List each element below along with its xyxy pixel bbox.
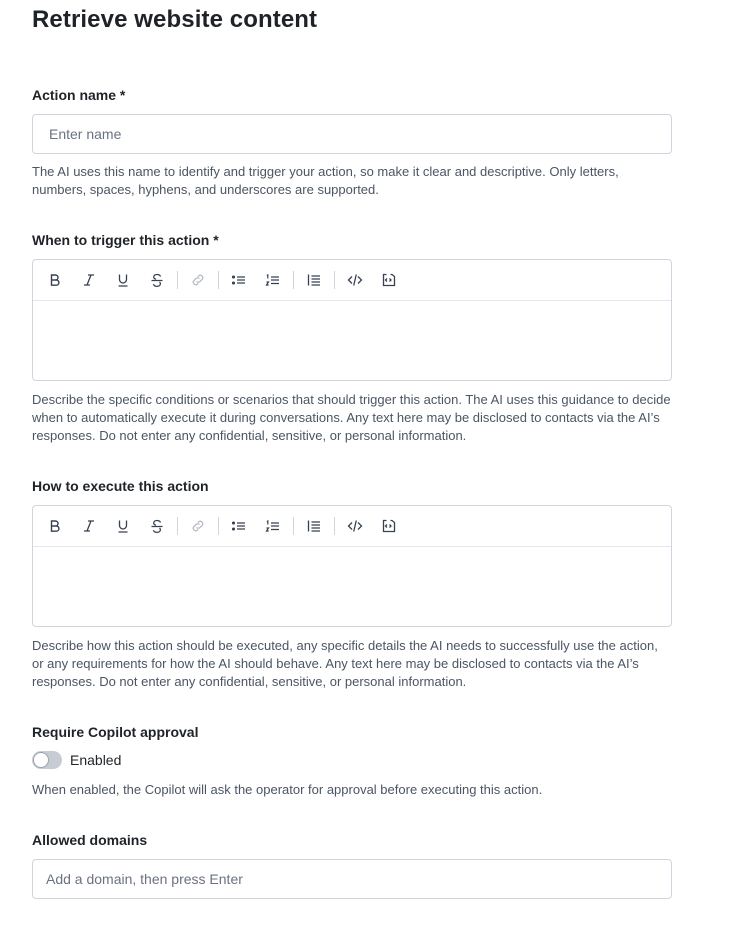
action-name-label: Action name * (32, 87, 126, 103)
link-icon[interactable] (186, 268, 210, 292)
approval-toggle-row (32, 751, 121, 769)
toolbar-divider (334, 271, 335, 289)
domains-label: Allowed domains (32, 832, 148, 848)
approval-label: Require Copilot approval (32, 724, 199, 740)
approval-help: When enabled, the Copilot will ask the operator for approval before executing this action. (32, 782, 543, 797)
bold-icon[interactable] (43, 514, 67, 538)
approval-toggle-label: Enabled (70, 752, 122, 768)
toolbar-divider (177, 517, 178, 535)
toolbar-divider (177, 271, 178, 289)
page-title: Retrieve website content (32, 6, 318, 33)
action-name-input[interactable] (32, 114, 672, 154)
blockquote-icon[interactable] (302, 514, 326, 538)
blockquote-icon[interactable] (302, 268, 326, 292)
toolbar-divider (218, 271, 219, 289)
italic-icon[interactable] (77, 514, 101, 538)
trigger-editor (32, 259, 672, 381)
toolbar-divider (293, 271, 294, 289)
underline-icon[interactable] (111, 514, 135, 538)
code-block-icon[interactable] (377, 268, 401, 292)
numbered-list-icon[interactable] (261, 514, 285, 538)
underline-icon[interactable] (111, 268, 135, 292)
strikethrough-icon[interactable] (145, 514, 169, 538)
toolbar-divider (218, 517, 219, 535)
execute-help: Describe how this action should be executed, any specific details the AI needs to successfully use the action, or any requirements for how the AI should behave. Any text here may be disclosed to contacts via the AI’s responses. Do not enter any confidential, sensitive, or personal information. (32, 638, 658, 689)
trigger-editor-body[interactable] (33, 301, 671, 381)
link-icon[interactable] (186, 514, 210, 538)
trigger-help: Describe the specific conditions or scenarios that should trigger this action. The AI uses this guidance to decide when to automatically execute it during conversations. Any text here may be disclosed to contacts via the AI’s responses. Do not enter any confidential, sensitive, or personal information. (32, 392, 671, 443)
toggle-knob (33, 752, 49, 768)
toolbar-divider (334, 517, 335, 535)
italic-icon[interactable] (77, 268, 101, 292)
bullet-list-icon[interactable] (227, 514, 251, 538)
toolbar-divider (293, 517, 294, 535)
strikethrough-icon[interactable] (145, 268, 169, 292)
execute-toolbar (33, 506, 671, 547)
execute-editor (32, 505, 672, 627)
numbered-list-icon[interactable] (261, 268, 285, 292)
action-name-help: The AI uses this name to identify and trigger your action, so make it clear and descriptive. Only letters, numbers, spaces, hyphens, and underscores are supported. (32, 164, 619, 197)
trigger-label: When to trigger this action * (32, 232, 219, 248)
bullet-list-icon[interactable] (227, 268, 251, 292)
code-block-icon[interactable] (377, 514, 401, 538)
trigger-toolbar (33, 260, 671, 301)
domains-input[interactable] (32, 859, 672, 899)
code-icon[interactable] (343, 514, 367, 538)
bold-icon[interactable] (43, 268, 67, 292)
approval-toggle[interactable] (32, 751, 62, 769)
execute-editor-body[interactable] (33, 547, 671, 627)
execute-label: How to execute this action (32, 478, 209, 494)
code-icon[interactable] (343, 268, 367, 292)
